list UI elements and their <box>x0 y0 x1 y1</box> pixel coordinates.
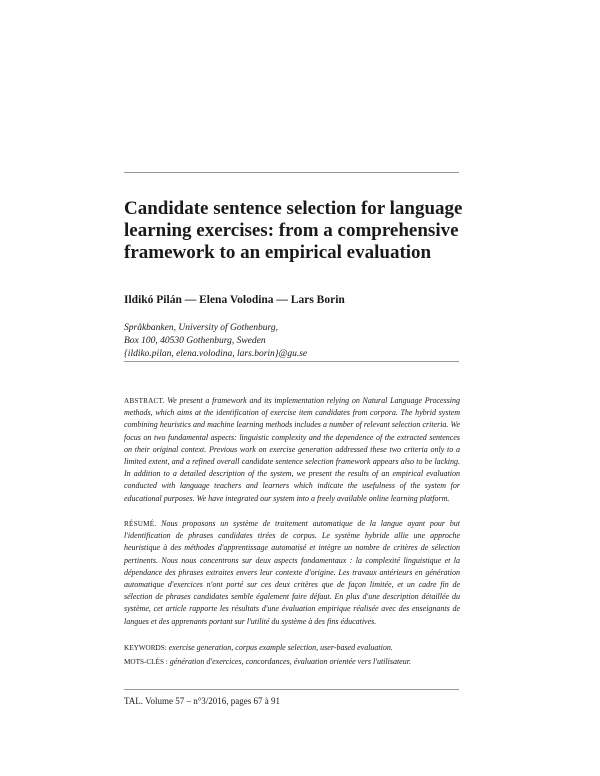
abstract-label: ABSTRACT. <box>124 397 165 405</box>
resume-text: Nous proposons un système de traitement automatique de la langue ayant pour but l'identification de phrases candidates tirées de corpus. Le système hybride allie une approche heuristique à des méthodes d'apprentissage automatisé et intègre un nombre de critères de sélection pertinents. Nous nous concentrons sur deux aspects fondamentaux : la complexité linguistique et la dépendance des phrases extraites envers leur contexte d'origine. Les travaux antérieurs en génération automatique d'exercices n'ont porté sur ces deux critères que de façon limitée, et un cadre fin de sélection de phrases candidates semble également faire défaut. En plus d'une description détaillée du système, cet article rapporte les résultats d'une évaluation empirique réalisée avec des enseignants de langues et des apprenants portant sur l'utilité du système à des fins éducatives. <box>124 519 461 626</box>
keywords-french <box>124 656 460 668</box>
affiliation-email: {ildiko.pilan, elena.volodina, lars.borin}@gu.se <box>124 349 308 359</box>
keywords-text: exercise generation, corpus example selection, user-based evaluation. <box>168 643 393 652</box>
footer-rule <box>124 689 459 690</box>
resume-label: RÉSUMÉ. <box>124 520 157 528</box>
abstract-french <box>124 518 460 628</box>
keywords-label: KEYWORDS: <box>124 644 167 652</box>
abstract-rule <box>124 361 459 362</box>
author-list: Ildikó Pilán — Elena Volodina — Lars Borin <box>124 294 345 306</box>
affiliation-line: Box 100, 40530 Gothenburg, Sweden <box>124 336 266 346</box>
mots-cles-text: génération d'exercices, concordances, évaluation orientée vers l'utilisateur. <box>169 657 411 666</box>
abstract-english <box>124 395 460 505</box>
mots-cles-label: MOTS-CLÉS : <box>124 658 168 666</box>
title-line: learning exercises: from a comprehensive <box>124 220 459 241</box>
title-line: Candidate sentence selection for language <box>124 198 463 219</box>
journal-footer: TAL. Volume 57 – n°3/2016, pages 67 à 91 <box>124 696 281 706</box>
affiliation <box>124 322 307 361</box>
paper-title <box>124 198 464 264</box>
keywords-english <box>124 642 460 654</box>
abstract-text: We present a framework and its implementation relying on Natural Language Processing methods, which aims at the identification of exercise item candidates from corpora. The hybrid system combining heuristics and machine learning methods includes a number of relevant selection criteria. We focus on two fundamental aspects: linguistic complexity and the dependence of the extracted sentences on their original context. Previous work on exercise generation addressed these two criteria only to a limited extent, and a refined overall candidate sentence selection framework appears also to be lacking. In addition to a detailed description of the system, we present the results of an empirical evaluation conducted with language teachers and learners which indicate the usefulness of the system for educational purposes. We have integrated our system into a freely available online learning platform. <box>124 396 460 503</box>
title-line: framework to an empirical evaluation <box>124 242 432 263</box>
top-rule <box>124 172 459 173</box>
affiliation-line: Språkbanken, University of Gothenburg, <box>124 323 278 333</box>
